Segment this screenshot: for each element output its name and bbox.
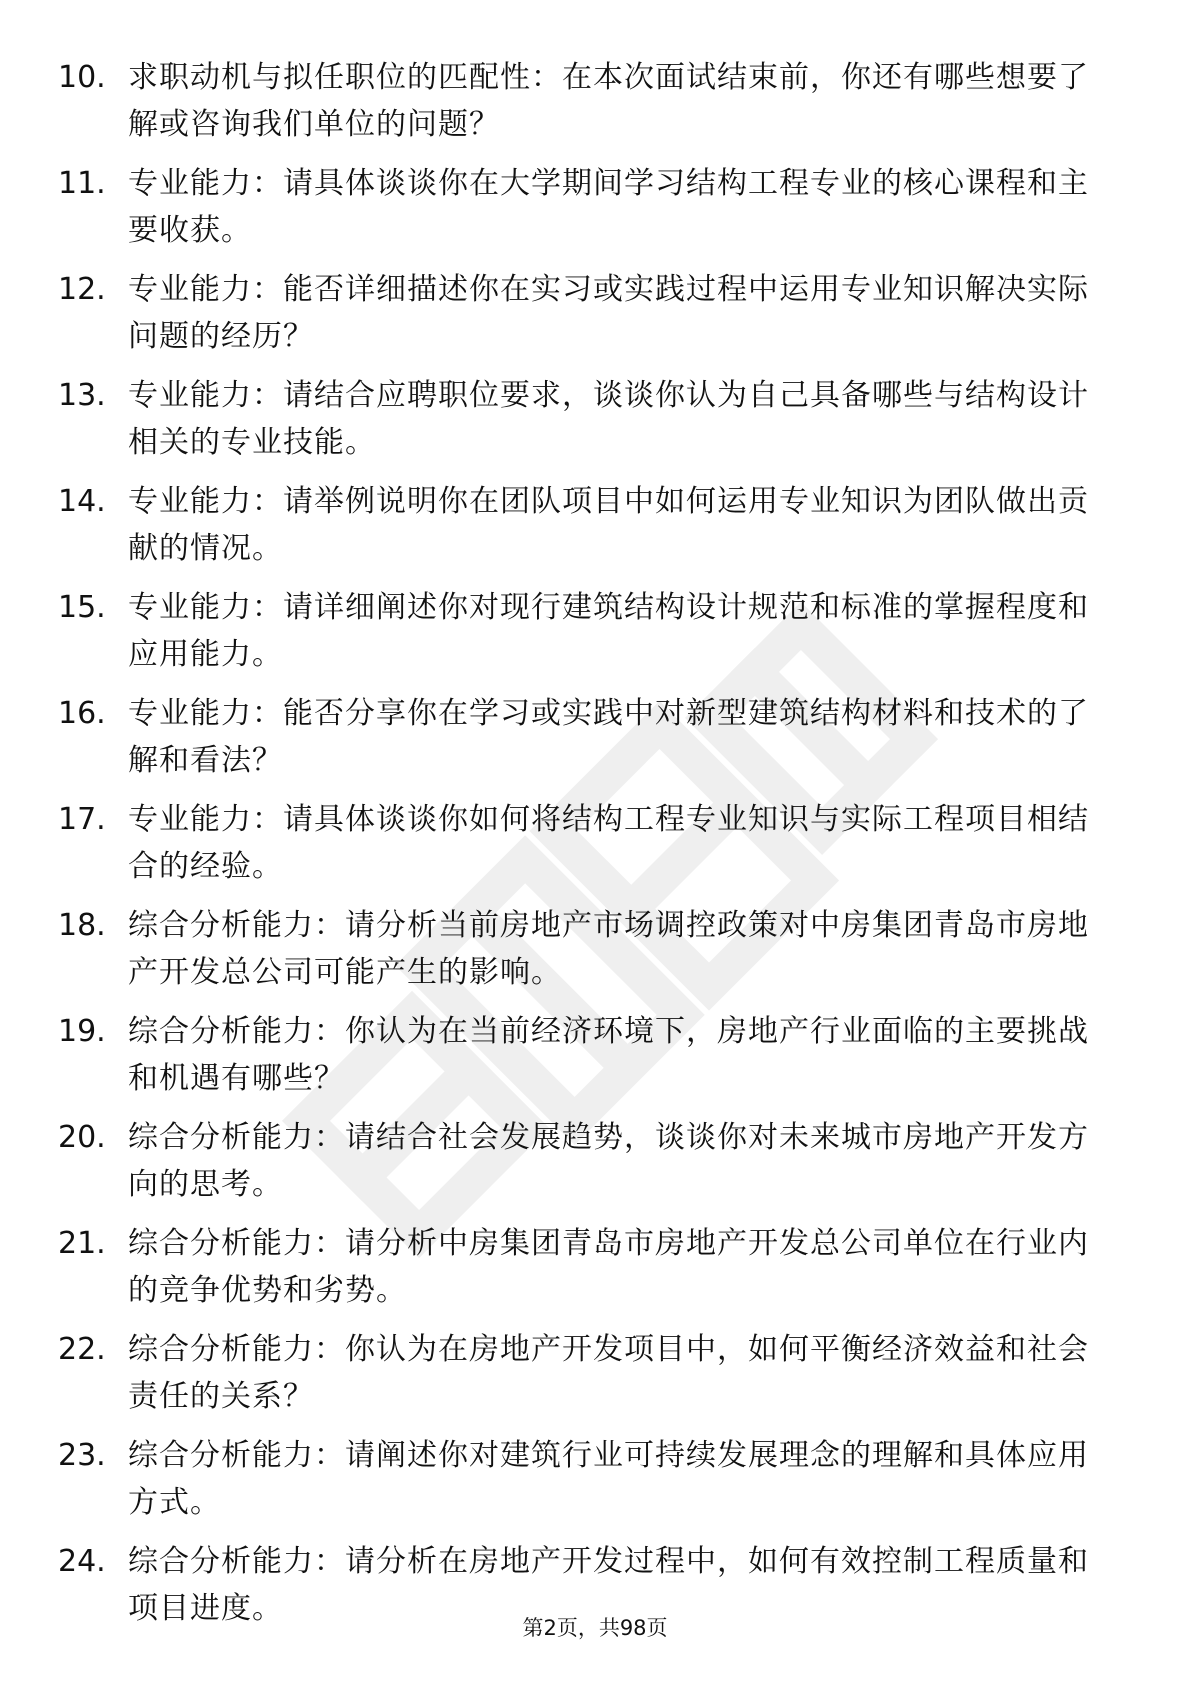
question-text: 专业能力：请详细阐述你对现行建筑结构设计规范和标准的掌握程度和应用能力。 [128, 590, 1089, 672]
page-footer: 第2页，共98页 [522, 1616, 668, 1640]
question-item [58, 584, 1118, 690]
question-item [58, 1008, 1118, 1114]
question-text: 专业能力：能否详细描述你在实习或实践过程中运用专业知识解决实际问题的经历？ [128, 272, 1089, 354]
question-number: 17. [58, 802, 106, 837]
question-item [58, 796, 1118, 902]
question-number: 15. [58, 590, 106, 625]
question-item [58, 902, 1118, 1008]
question-text: 综合分析能力：请分析在房地产开发过程中，如何有效控制工程质量和项目进度。 [128, 1544, 1089, 1626]
question-item [58, 266, 1118, 372]
question-list [58, 54, 1118, 1644]
question-item [58, 1114, 1118, 1220]
question-text: 专业能力：请举例说明你在团队项目中如何运用专业知识为团队做出贡献的情况。 [128, 484, 1089, 566]
question-item [58, 372, 1118, 478]
question-text: 专业能力：请具体谈谈你如何将结构工程专业知识与实际工程项目相结合的经验。 [128, 802, 1089, 884]
question-item [58, 1326, 1118, 1432]
question-text: 综合分析能力：你认为在房地产开发项目中，如何平衡经济效益和社会责任的关系？ [128, 1332, 1089, 1414]
question-item [58, 478, 1118, 584]
question-number: 23. [58, 1438, 106, 1473]
question-item [58, 54, 1118, 160]
question-item [58, 1220, 1118, 1326]
question-number: 22. [58, 1332, 106, 1367]
question-text: 求职动机与拟任职位的匹配性：在本次面试结束前，你还有哪些想要了解或咨询我们单位的问题？ [128, 60, 1089, 142]
question-number: 19. [58, 1014, 106, 1049]
question-item [58, 690, 1118, 796]
question-text: 综合分析能力：你认为在当前经济环境下，房地产行业面临的主要挑战和机遇有哪些？ [128, 1014, 1089, 1096]
question-text: 专业能力：能否分享你在学习或实践中对新型建筑结构材料和技术的了解和看法？ [128, 696, 1089, 778]
question-item [58, 1432, 1118, 1538]
question-number: 14. [58, 484, 106, 519]
question-text: 专业能力：请具体谈谈你在大学期间学习结构工程专业的核心课程和主要收获。 [128, 166, 1089, 248]
question-number: 12. [58, 272, 106, 307]
question-number: 18. [58, 908, 106, 943]
question-text: 综合分析能力：请分析中房集团青岛市房地产开发总公司单位在行业内的竞争优势和劣势。 [128, 1226, 1089, 1308]
question-number: 11. [58, 166, 106, 201]
question-number: 20. [58, 1120, 106, 1155]
question-number: 16. [58, 696, 106, 731]
question-text: 综合分析能力：请结合社会发展趋势，谈谈你对未来城市房地产开发方向的思考。 [128, 1120, 1089, 1202]
question-number: 10. [58, 60, 106, 95]
question-text: 综合分析能力：请分析当前房地产市场调控政策对中房集团青岛市房地产开发总公司可能产生的影响。 [128, 908, 1089, 990]
question-number: 21. [58, 1226, 106, 1261]
question-number: 13. [58, 378, 106, 413]
question-number: 24. [58, 1544, 106, 1579]
question-text: 专业能力：请结合应聘职位要求，谈谈你认为自己具备哪些与结构设计相关的专业技能。 [128, 378, 1089, 460]
question-text: 综合分析能力：请阐述你对建筑行业可持续发展理念的理解和具体应用方式。 [128, 1438, 1089, 1520]
question-item [58, 160, 1118, 266]
